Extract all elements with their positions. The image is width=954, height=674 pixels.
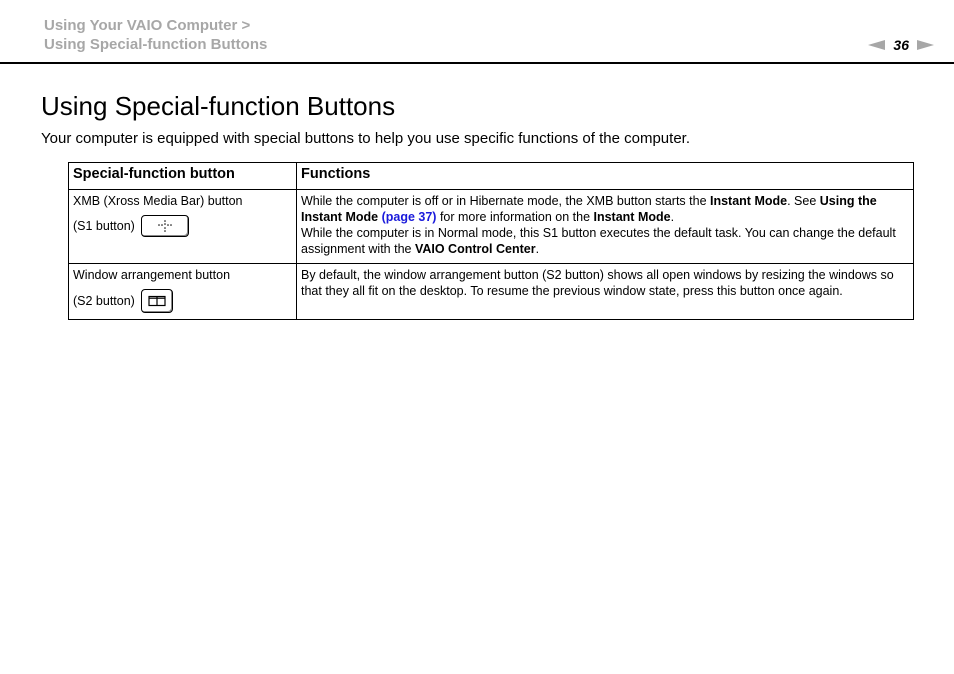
- window-arrangement-icon: [141, 289, 173, 313]
- previous-page-arrow-icon[interactable]: [868, 40, 885, 50]
- next-page-arrow-icon[interactable]: [917, 40, 934, 50]
- text-bold: Using the Instant Mode: [301, 194, 877, 224]
- header-functions: Functions: [297, 163, 914, 190]
- special-function-table: [68, 162, 914, 320]
- text-run: While the computer is in Normal mode, this S1 button executes the default task. You can change the default assignment with the: [301, 226, 896, 256]
- function-cell: [297, 190, 914, 264]
- header-divider: [0, 62, 954, 64]
- table-row: [69, 264, 914, 320]
- text-bold: VAIO Control Center: [414, 242, 536, 256]
- text-run: .: [670, 210, 675, 224]
- button-name: XMB (Xross Media Bar) button: [73, 194, 243, 208]
- header-button: Special-function button: [69, 163, 297, 190]
- text-run: . See: [787, 194, 820, 208]
- function-paragraph-2: [301, 225, 909, 257]
- page-navigation: [868, 36, 934, 54]
- text-run: for more information on the: [436, 210, 594, 224]
- button-cell: [69, 264, 297, 320]
- function-paragraph-1: [301, 193, 909, 225]
- breadcrumb-line-2[interactable]: Using Special-function Buttons: [44, 36, 268, 53]
- key-line: [73, 289, 292, 313]
- text-run: While the computer is off or in Hibernate mode, the XMB button starts the: [301, 194, 710, 208]
- page-37-link[interactable]: (page 37): [381, 210, 437, 224]
- text-bold: Instant Mode: [710, 194, 788, 208]
- xmb-dots-icon: [141, 215, 189, 237]
- breadcrumb-line-1[interactable]: Using Your VAIO Computer >: [44, 17, 251, 34]
- key-label: (S1 button): [73, 219, 135, 233]
- page-title: Using Special-function Buttons: [41, 91, 396, 121]
- page-number: 36: [893, 37, 909, 53]
- key-line: [73, 215, 292, 237]
- text-run: .: [535, 242, 540, 256]
- function-cell: [297, 264, 914, 320]
- intro-paragraph: Your computer is equipped with special buttons to help you use specific functions of the computer.: [41, 130, 690, 147]
- button-cell: [69, 190, 297, 264]
- table-header-row: [69, 163, 914, 190]
- function-paragraph-1: By default, the window arrangement button (S2 button) shows all open windows by resizing the windows so that they all fit on the desktop. To resume the previous window state, press this button once again.: [301, 268, 894, 298]
- text-bold: Instant Mode: [593, 210, 671, 224]
- breadcrumb: [44, 16, 267, 54]
- key-label: (S2 button): [73, 294, 135, 308]
- button-name: Window arrangement button: [73, 268, 231, 282]
- table-row: [69, 190, 914, 264]
